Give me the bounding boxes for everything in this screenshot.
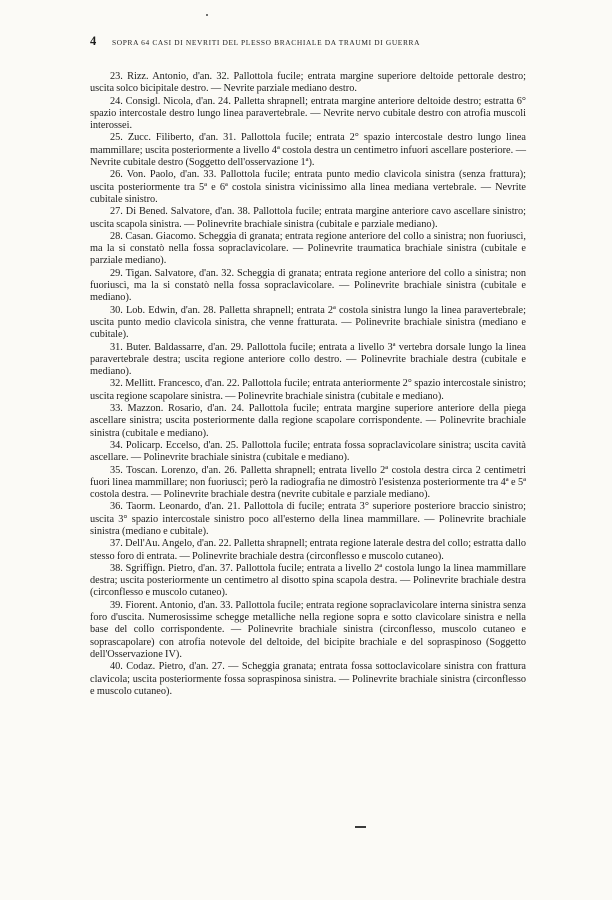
- scan-speck: [206, 14, 208, 16]
- case-entry-35: 35. Toscan. Lorenzo, d'an. 26. Palletta shrapnell; entrata livello 2ª costola destra circa 2 centimetri fuori linea mammillare; non fuoriuscì; però la radiografia ne dimostrò l'esistenza posteriormente tra 4ª e 5ª costola destra. — Polinevrite brachiale destra (nevrite cubitale e parziale mediano).: [90, 464, 526, 501]
- running-head: SOPRA 64 CASI DI NEVRITI DEL PLESSO BRACHIALE DA TRAUMI DI GUERRA: [112, 38, 421, 47]
- case-entry-33: 33. Mazzon. Rosario, d'an. 24. Pallottola fucile; entrata margine superiore anteriore della piega ascellare sinistra; uscita posteriormente dalla regione scapolare corrispondente. — Polinevrite brachiale sinistra (cubitale e mediano).: [90, 403, 526, 439]
- case-entry-24: 24. Consigl. Nicola, d'an. 24. Palletta shrapnell; entrata margine anteriore deltoide destro; estratta 6° spazio intercostale destro lungo linea paravertebrale. — Nevrite nervo cubitale destro con atrofia muscoli interossei.: [90, 95, 526, 132]
- case-entry-39: 39. Fiorent. Antonio, d'an. 33. Pallottola fucile; entrata regione sopraclavicolare interna sinistra senza foro d'uscita. Numerosissime schegge metalliche nella regione sopra e sotto clavicolare sinistra e nella base del collo corrispondente. — Polinevrite brachiale sinistra (circonflesso, muscolo cutaneo e soprascapolare) con atrofia notevole del deltoide, del bicipite brachiale e del sopraspinoso (Soggetto dell'Osservazione IV).: [90, 599, 526, 660]
- case-entry-32: 32. Mellitt. Francesco, d'an. 22. Pallottola fucile; entrata anteriormente 2° spazio intercostale sinistro; uscita regione scapolare sinistra. — Polinevrite brachiale sinistra (cubitale e mediano).: [90, 378, 526, 402]
- case-entry-36: 36. Taorm. Leonardo, d'an. 21. Pallottola di fucile; entrata 3° superiore posteriore braccio sinistro; uscita 3° spazio intercostale sinistro poco all'esterno della linea mammillare. — Polinevrite brachiale sinistra (mediano e cubitale).: [90, 501, 526, 537]
- case-entry-38: 38. Sgriffign. Pietro, d'an. 37. Pallottola fucile; entrata a livello 2ª costola lungo la linea mammillare destra; uscita posteriormente un centimetro al disotto spina scapola destra. — Polinevrite brachiale destra (circonflesso e muscolo cutaneo).: [90, 562, 526, 599]
- case-entry-25: 25. Zucc. Filiberto, d'an. 31. Pallottola fucile; entrata 2° spazio intercostale destro lungo linea mammillare; uscita posteriormente a livello 4ª costola destra un centimetro infuori ascellare posteriore. — Nevrite cubitale destro (Soggetto dell'osservazione 1ª).: [90, 132, 526, 169]
- case-entry-40: 40. Codaz. Pietro, d'an. 27. — Scheggia granata; entrata fossa sottoclavicolare sinistra con frattura clavicola; uscita posteriormente fossa sopraspinosa sinistra. — Polinevrite brachiale sinistra (circonflesso e muscolo cutaneo).: [90, 661, 526, 697]
- case-entry-34: 34. Policarp. Eccelso, d'an. 25. Pallottola fucile; entrata fossa sopraclavicolare sinistra; uscita cavità ascellare. — Polinevrite brachiale sinistra (cubitale e mediano).: [90, 439, 526, 464]
- case-entry-37: 37. Dell'Au. Angelo, d'an. 22. Palletta shrapnell; entrata regione laterale destra del collo; estratta dallo stesso foro di entrata. — Polinevrite brachiale destra (circonflesso e muscolo cutaneo).: [90, 538, 526, 562]
- case-list: [90, 71, 526, 698]
- case-entry-29: 29. Tigan. Salvatore, d'an. 32. Scheggia di granata; entrata regione anteriore del collo a sinistra; non fuoriuscì, ma la si constatò nella fossa sopraclavicolare. — Polinevrite brachiale sinistra (cubitale e mediano).: [90, 267, 526, 304]
- footer-mark: [355, 826, 366, 828]
- case-entry-28: 28. Casan. Giacomo. Scheggia di granata; entrata regione anteriore del collo a sinistra; non fuoriuscì, ma la si constatò nella fossa sopraclavicolare. — Polinevrite traumatica brachiale sinistra (cubitale e parziale mediano).: [90, 230, 526, 267]
- case-entry-31: 31. Buter. Baldassarre, d'an. 29. Pallottola fucile; entrata a livello 3ª vertebra dorsale lungo la linea paravertebrale destra; uscita regione anteriore collo destro. — Polinevrite brachiale destra (cubitale e mediano).: [90, 341, 526, 378]
- case-entry-26: 26. Von. Paolo, d'an. 33. Pallottola fucile; entrata punto medio clavicola sinistra (senza frattura); uscita posteriormente tra 5ª e 6ª costola sinistra vicinissimo alla linea mediana vertebrale. — Nevrite cubitale sinistro.: [90, 169, 526, 205]
- case-entry-27: 27. Di Bened. Salvatore, d'an. 38. Pallottola fucile; entrata margine anteriore cavo ascellare sinistro; uscita scapola sinistra. — Polinevrite brachiale sinistra (cubitale e parziale mediano).: [90, 206, 526, 230]
- page-number: 4: [90, 34, 97, 48]
- case-entry-23: 23. Rizz. Antonio, d'an. 32. Pallottola fucile; entrata margine superiore deltoide pettorale destro; uscita solco bicipitale destro. — Nevrite parziale mediano destro.: [90, 71, 526, 95]
- case-entry-30: 30. Lob. Edwin, d'an. 28. Palletta shrapnell; entrata 2ª costola sinistra lungo la linea paravertebrale; uscita punto medio clavicola sinistra, che venne fratturata. — Polinevrite brachiale sinistra (mediano e cubitale).: [90, 304, 526, 341]
